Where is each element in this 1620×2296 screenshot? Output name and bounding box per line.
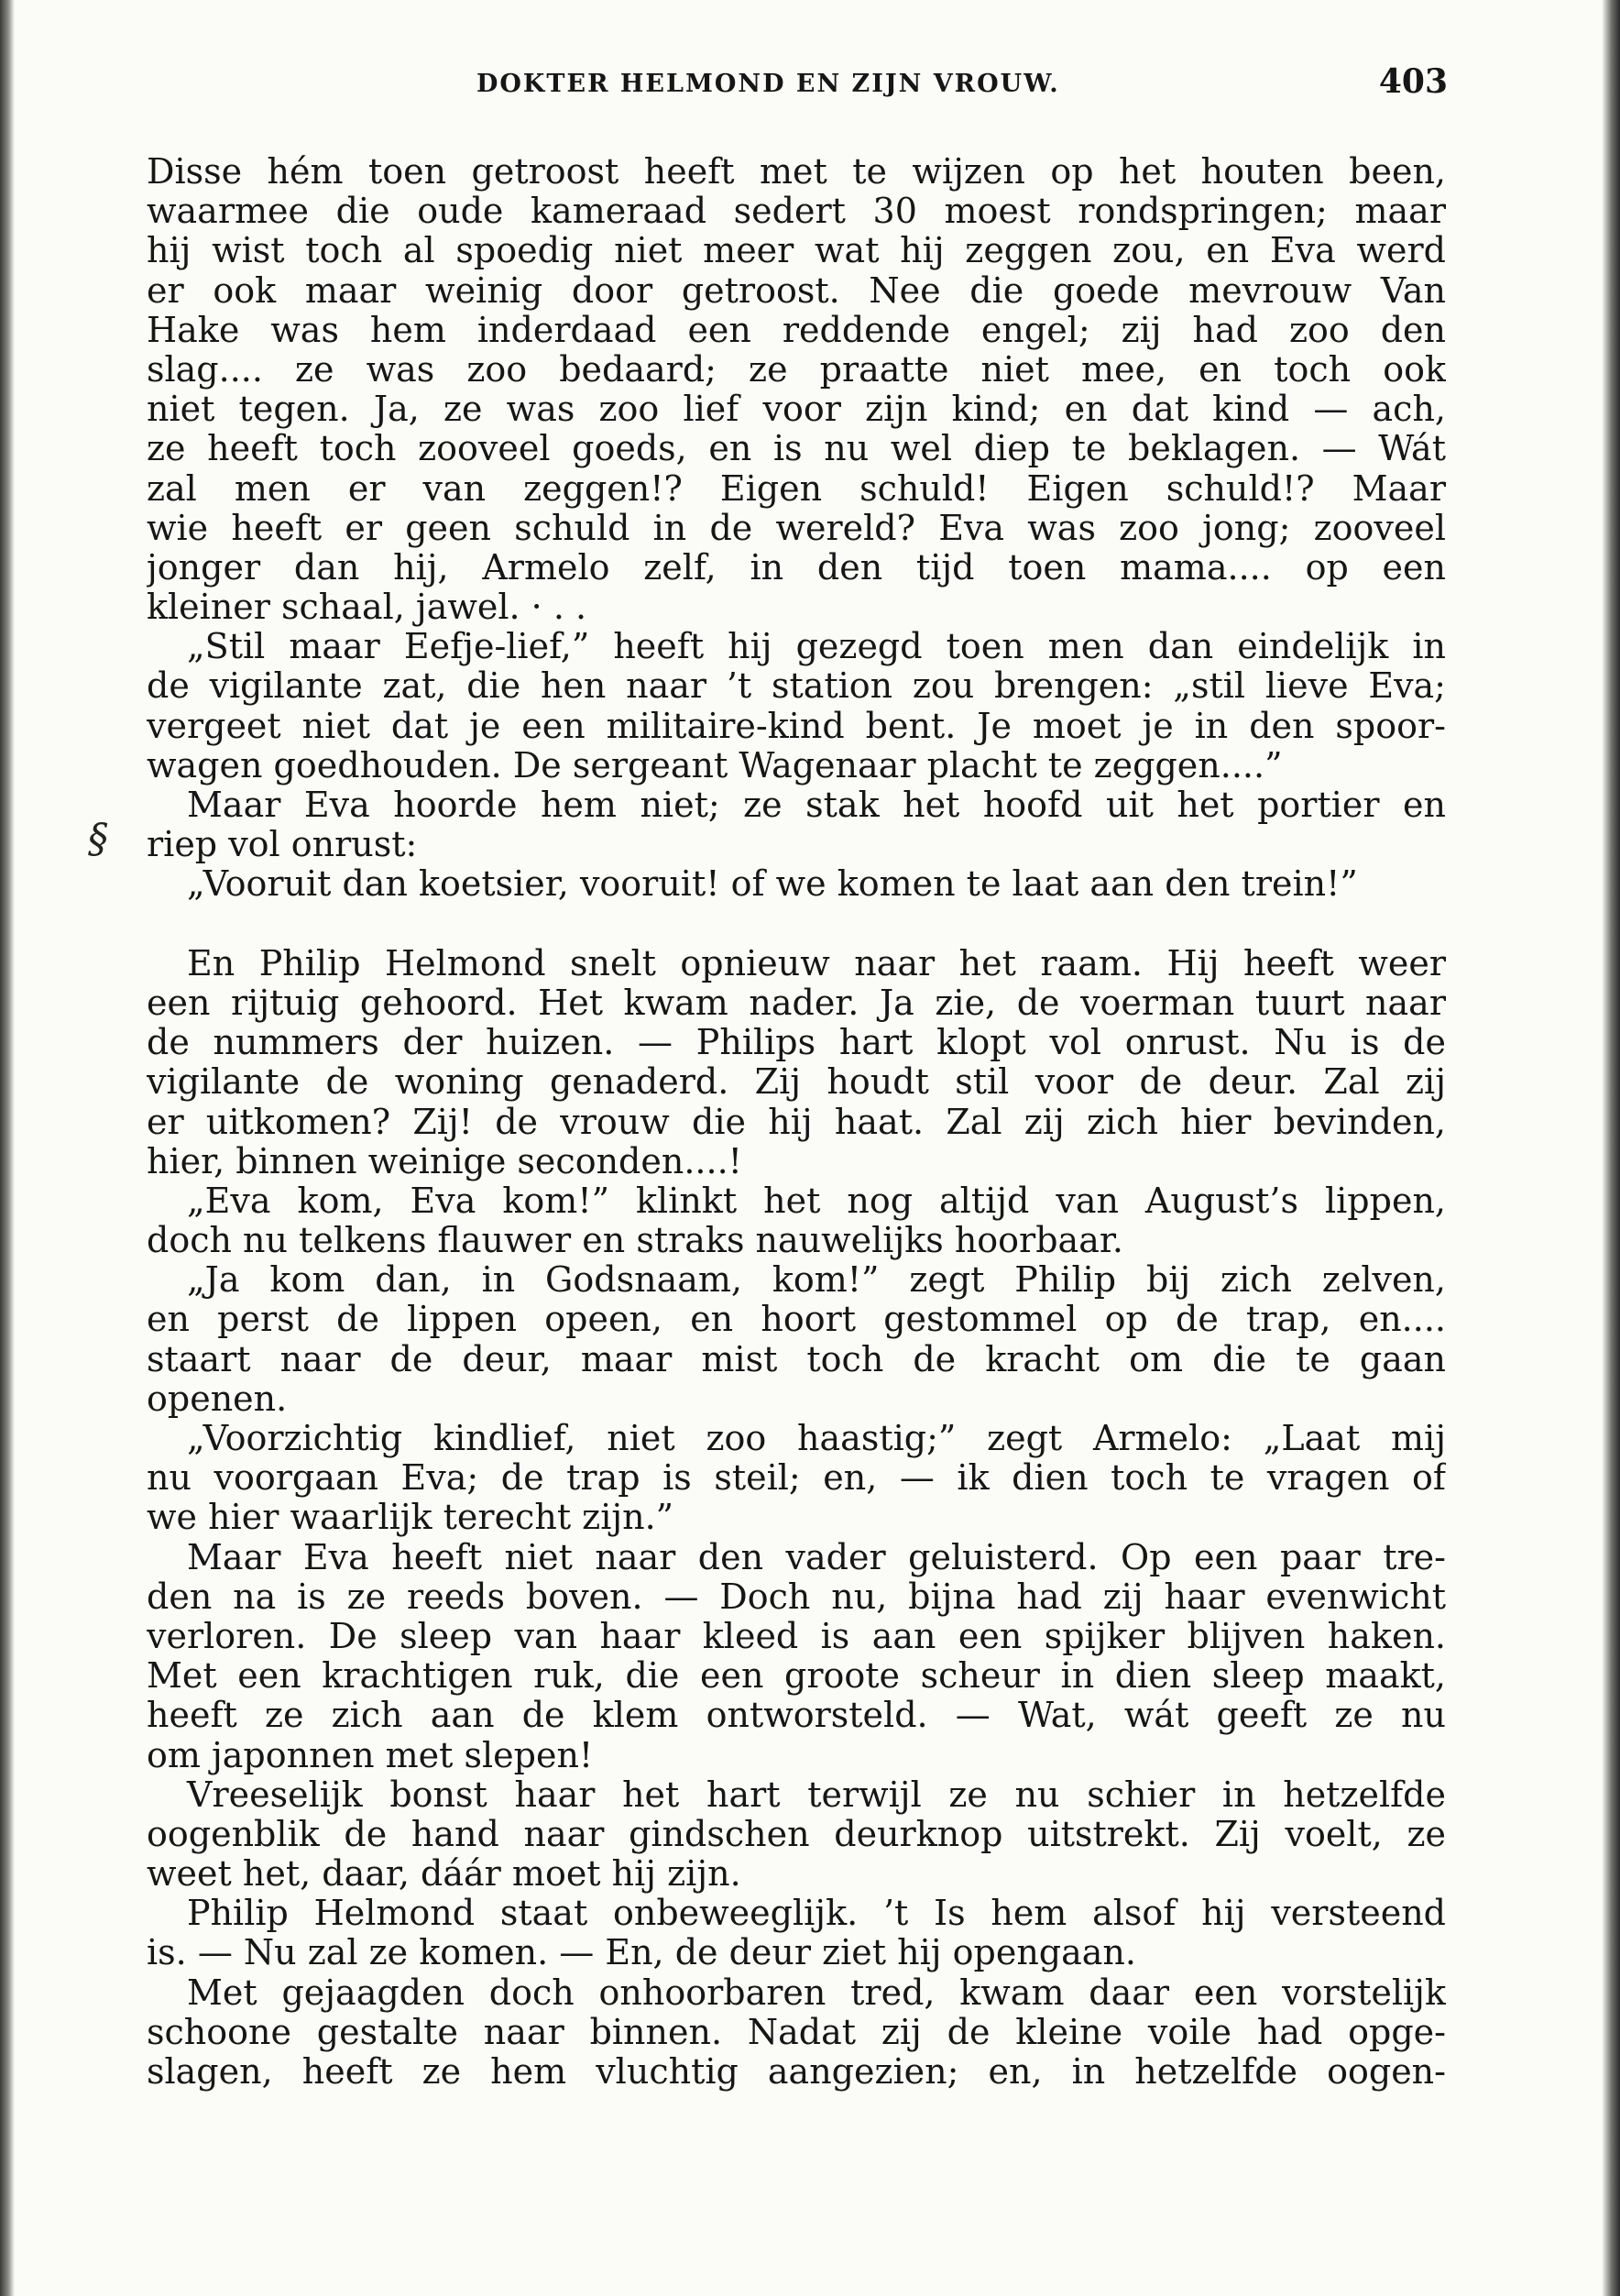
text-line: waarmee die oude kameraad sedert 30 moest rondspringen; maar [147, 192, 1446, 232]
text-line: er uitkomen? Zij! de vrouw die hij haat. Zal zij zich hier bevinden, [147, 1102, 1446, 1142]
scan-edge-left [0, 0, 15, 2296]
text-line: zal men er van zeggen!? Eigen schuld! Eigen schuld!? Maar [147, 468, 1446, 509]
text-line: „Stil maar Eefje-lief,” heeft hij gezegd toen men dan eindelijk in [187, 627, 1446, 667]
text-line: Philip Helmond staat onbeweeglijk. ’t Is hem alsof hij versteend [187, 1894, 1446, 1934]
text-line: „Ja kom dan, in Godsnaam, kom!” zegt Philip bij zich zelven, [187, 1260, 1446, 1301]
text-line: Maar Eva hoorde hem niet; ze stak het hoofd uit het portier en [187, 785, 1446, 825]
text-line: heeft ze zich aan de klem ontworsteld. — Wat, wát geeft ze nu [147, 1696, 1446, 1736]
text-line: „Voorzichtig kindlief, niet zoo haastig;” zegt Armelo: „Laat mij [187, 1419, 1446, 1458]
text-line: om japonnen met slepen! [147, 1735, 594, 1775]
text-line: slagen, heeft ze hem vluchtig aangezien; en, in hetzelfde oogen- [147, 2052, 1446, 2092]
text-line: den na is ze reeds boven. — Doch nu, bijna had zij haar evenwicht [147, 1576, 1446, 1617]
page-number: 403 [1378, 62, 1448, 101]
text-line: Met gejaagden doch onhoorbaren tred, kwam daar een vorstelijk [187, 1972, 1446, 2013]
text-line: weet het, daar, dáár moet hij zijn. [147, 1854, 741, 1895]
text-line: niet tegen. Ja, ze was zoo lief voor zijn kind; en dat kind — ach, [147, 390, 1446, 430]
text-line: hier, binnen weinige seconden....! [147, 1141, 742, 1181]
text-line: hij wist toch al spoedig niet meer wat hij zeggen zou, en Eva werd [147, 231, 1446, 271]
text-line: Disse hém toen getroost heeft met te wijzen op het houten been, [147, 152, 1446, 192]
text-line: doch nu telkens flauwer en straks nauwelijks hoorbaar. [147, 1221, 1123, 1261]
text-line: Maar Eva heeft niet naar den vader geluisterd. Op een paar tre- [187, 1537, 1446, 1577]
text-line: Vreeselijk bonst haar het hart terwijl ze nu schier in hetzelfde [187, 1774, 1446, 1815]
text-line: openen. [147, 1379, 288, 1419]
text-line: „Vooruit dan koetsier, vooruit! of we komen te laat aan den trein!” [187, 864, 1358, 905]
text-line: is. — Nu zal ze komen. — En, de deur ziet hij opengaan. [147, 1933, 1136, 1973]
text-line: de vigilante zat, die hen naar ’t station zou brengen: „stil lieve Eva; [147, 666, 1446, 707]
text-line: een rijtuig gehoord. Het kwam nader. Ja zie, de voerman tuurt naar [147, 983, 1446, 1023]
text-line: verloren. De sleep van haar kleed is aan een spijker blijven haken. [147, 1616, 1446, 1656]
text-line: kleiner schaal, jawel. · . . [147, 588, 587, 628]
margin-mark: § [88, 816, 108, 862]
text-line: „Eva kom, Eva kom!” klinkt het nog altijd van August’s lippen, [187, 1181, 1446, 1221]
text-line: wagen goedhouden. De sergeant Wagenaar placht te zeggen....” [147, 745, 1283, 785]
running-head [147, 62, 1448, 114]
text-line: wie heeft er geen schuld in de wereld? Eva was zoo jong; zooveel [147, 508, 1446, 548]
text-line: we hier waarlijk terecht zijn.” [147, 1498, 674, 1538]
text-line: staart naar de deur, maar mist toch de kracht om die te gaan [147, 1339, 1446, 1379]
text-line: vergeet niet dat je een militaire-kind bent. Je moet je in den spoor- [147, 706, 1446, 746]
text-line: ze heeft toch zooveel goeds, en is nu wel diep te beklagen. — Wát [147, 429, 1446, 469]
text-line: er ook maar weinig door getroost. Nee die goede mevrouw Van [147, 270, 1446, 311]
text-line: Hake was hem inderdaad een reddende engel; zij had zoo den [147, 310, 1446, 350]
scan-edge-right [1602, 0, 1620, 2296]
text-line: oogenblik de hand naar gindschen deurknop uitstrekt. Zij voelt, ze [147, 1814, 1446, 1854]
text-line: jonger dan hij, Armelo zelf, in den tijd toen mama.... op een [147, 547, 1446, 588]
text-line: nu voorgaan Eva; de trap is steil; en, — ik dien toch te vragen of [147, 1458, 1446, 1499]
running-title: DOKTER HELMOND EN ZIJN VROUW. [476, 70, 1060, 98]
text-line: en perst de lippen opeen, en hoort gestommel op de trap, en.... [147, 1300, 1446, 1340]
text-line: riep vol onrust: [147, 825, 418, 865]
text-line: slag.... ze was zoo bedaard; ze praatte niet mee, en toch ook [147, 349, 1446, 390]
text-line: de nummers der huizen. — Philips hart klopt vol onrust. Nu is de [147, 1023, 1446, 1063]
text-line: En Philip Helmond snelt opnieuw naar het raam. Hij heeft weer [187, 943, 1446, 983]
body-text [147, 152, 1446, 2092]
text-line: schoone gestalte naar binnen. Nadat zij de kleine voile had opge- [147, 2012, 1446, 2052]
text-line: vigilante de woning genaderd. Zij houdt stil voor de deur. Zal zij [147, 1062, 1446, 1103]
text-line: Met een krachtigen ruk, die een groote scheur in dien sleep maakt, [147, 1656, 1446, 1697]
